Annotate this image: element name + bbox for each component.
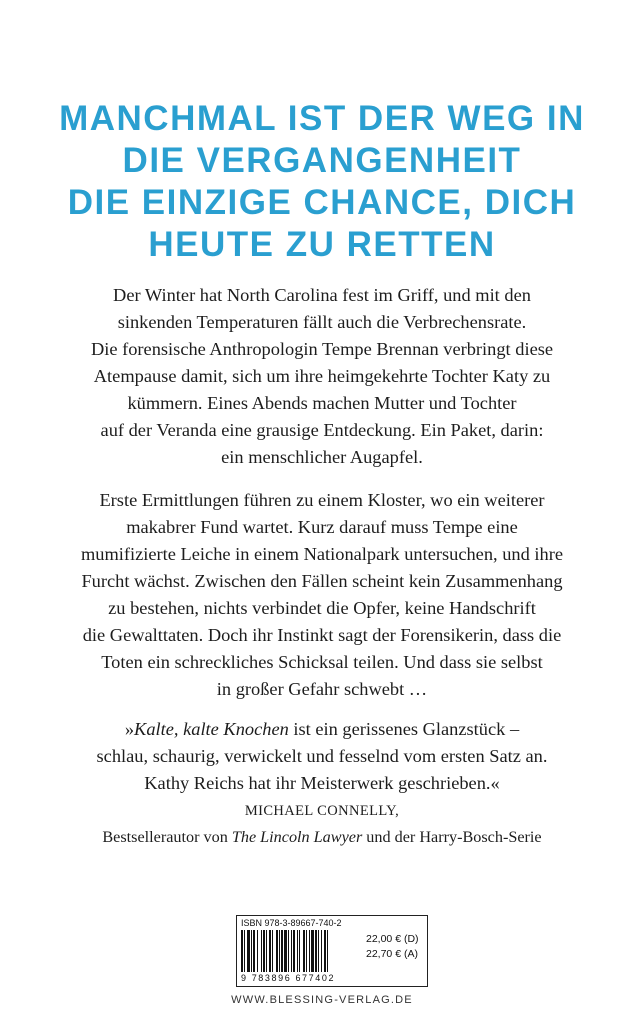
price-de: 22,00 € (D) [366,933,419,945]
author-credit [30,824,614,850]
quote-line-1 [44,716,600,743]
blurb-line: sinkenden Temperaturen fällt auch die Verbrechensrate. [117,312,527,332]
blurb-line: mumifizierte Leiche in einem Nationalpark untersuchen, und ihre [80,544,564,564]
author-credit-prefix: Bestsellerautor von [102,828,232,846]
isbn-label: ISBN 978-3-89667-740-2 [241,918,342,928]
blurb-line: auf der Veranda eine grausige Entdeckung. Ein Paket, darin: [100,420,544,440]
blurb-line: ein menschlicher Augapfel. [221,447,423,467]
blurb-line: Die forensische Anthropologin Tempe Brennan verbringt diese [90,339,554,359]
blurb-line: in großer Gefahr schwebt … [216,679,428,699]
headline-line-1: MANCHMAL IST DER WEG IN [59,99,585,138]
blurb-line: Erste Ermittlungen führen zu einem Kloster, wo ein weiterer [99,490,545,510]
price-block [366,932,419,962]
blurb-paragraph-2 [44,487,600,703]
publisher-website: WWW.BLESSING-VERLAG.DE [231,994,413,1006]
barcode-box [236,915,428,987]
headline-line-2: DIE VERGANGENHEIT [122,141,522,180]
blurb-line: zu bestehen, nichts verbindet die Opfer, keine Handschrift [108,598,536,618]
price-at: 22,70 € (A) [366,948,418,960]
headline [0,98,644,266]
author-name: MICHAEL CONNELLY, [244,803,400,819]
headline-line-3: DIE EINZIGE CHANCE, DICH [67,183,577,222]
blurb-line: Toten ein schreckliches Schicksal teilen. Und dass sie selbst [101,652,543,672]
quote-attribution [30,798,614,850]
blurb-line: die Gewalttaten. Doch ihr Instinkt sagt der Forensikerin, dass die [82,625,562,645]
barcode-icon [241,930,359,972]
blurb-line: Der Winter hat North Carolina fest im Griff, und mit den [113,285,531,305]
blurb-line: kümmern. Eines Abends machen Mutter und Tochter [127,393,517,413]
blurb-line: makabrer Fund wartet. Kurz darauf muss Tempe eine [126,517,518,537]
quote-open-mark: » [124,719,135,739]
author-credit-book: The Lincoln Lawyer [231,828,363,846]
author-credit-suffix: und der Harry-Bosch-Serie [362,828,542,846]
quote-line-1-rest: ist ein gerissenes Glanzstück – [288,719,520,739]
quote-book-title: Kalte, kalte Knochen [134,719,289,739]
review-quote [44,716,600,797]
blurb-line: Furcht wächst. Zwischen den Fällen scheint kein Zusammenhang [81,571,563,591]
headline-line-4: HEUTE ZU RETTEN [148,225,496,264]
quote-line-3: Kathy Reichs hat ihr Meisterwerk geschrieben.« [144,773,500,793]
blurb-paragraph-1 [44,282,600,471]
barcode-digits: 9 783896 677402 [241,973,336,983]
blurb-line: Atempause damit, sich um ihre heimgekehrte Tochter Katy zu [93,366,551,386]
quote-line-2: schlau, schaurig, verwickelt und fesselnd vom ersten Satz an. [96,746,548,766]
